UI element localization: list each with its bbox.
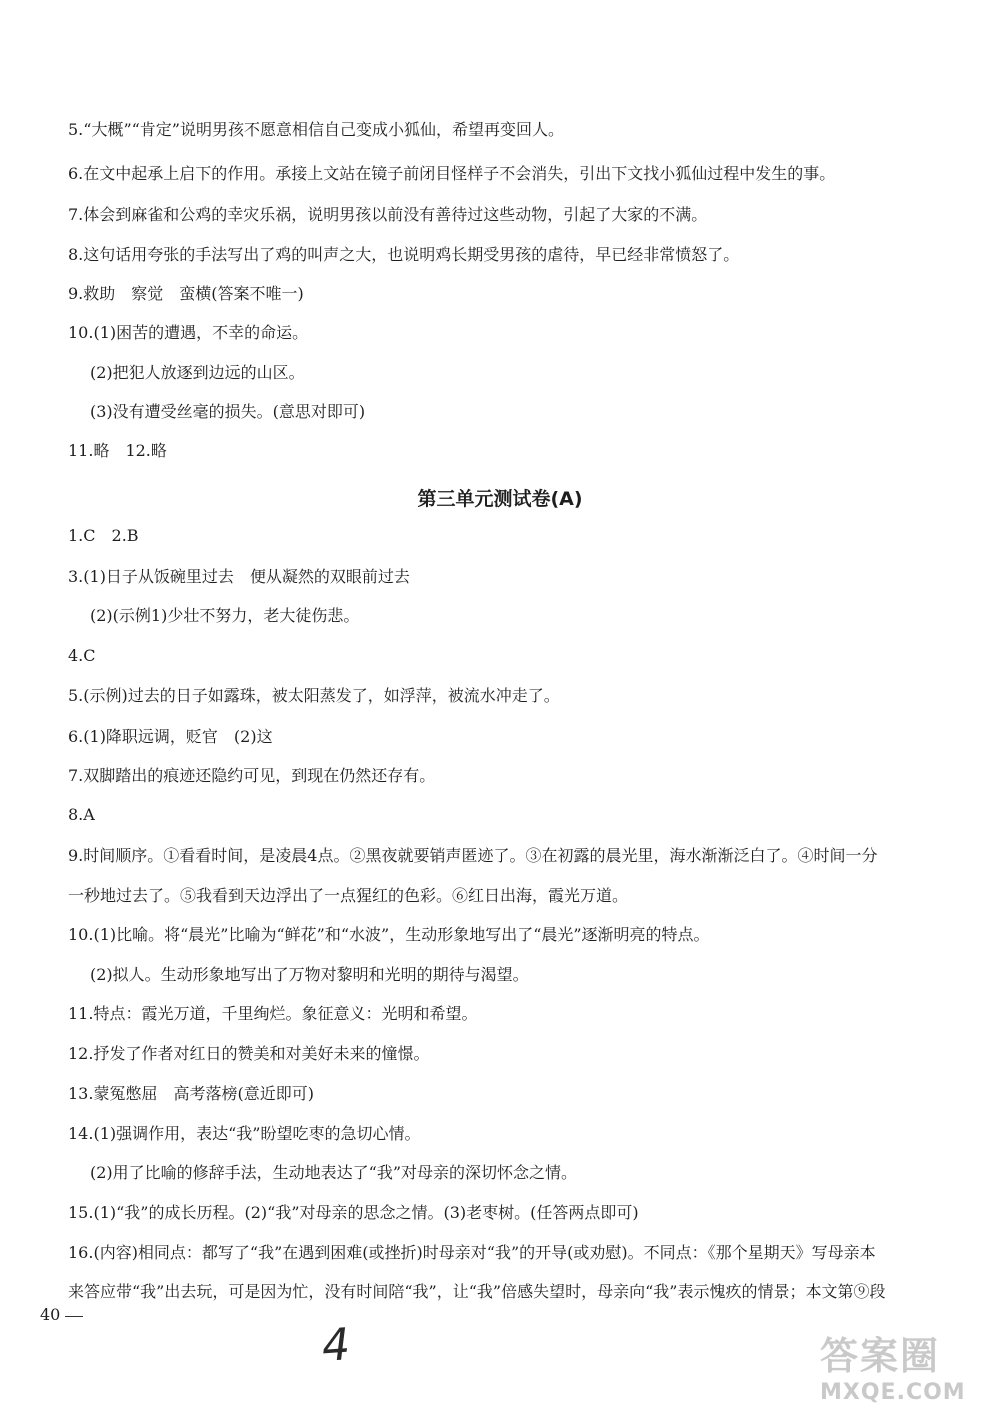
section-title: 第三单元测试卷(A): [417, 488, 583, 510]
answer-line-10-2: (2)把犯人放逐到边远的山区。: [90, 363, 305, 382]
answer-line-b16: 16.(内容)相同点：都写了“我”在遇到困难(或挫折)时母亲对“我”的开导(或劝慰)。不同点：《那个星期天》写母亲本: [68, 1243, 876, 1262]
answer-line-8: 8.这句话用夸张的手法写出了鸡的叫声之大，也说明鸡长期受男孩的虐待，早已经非常愤怒了。: [68, 245, 740, 264]
watermark-logo: [820, 1325, 990, 1410]
answer-line-b11: 11.特点：霞光万道，千里绚烂。象征意义：光明和希望。: [68, 1004, 478, 1023]
watermark-bottom: MXQE.COM: [820, 1380, 966, 1405]
answer-line-10: 10.(1)困苦的遭遇，不幸的命运。: [68, 323, 309, 342]
answer-line-b3-2: (2)(示例1)少壮不努力，老大徒伤悲。: [90, 606, 360, 625]
answer-line-b14: 14.(1)强调作用，表达“我”盼望吃枣的急切心情。: [68, 1124, 421, 1143]
answer-line-b15: 15.(1)“我”的成长历程。(2)“我”对母亲的思念之情。(3)老枣树。(任答两点即可): [68, 1203, 639, 1222]
handwritten-mark: 4: [320, 1319, 352, 1372]
answer-line-5: 5.“大概”“肯定”说明男孩不愿意相信自己变成小狐仙，希望再变回人。: [68, 120, 564, 139]
page-number: 40: [40, 1305, 61, 1324]
answer-line-b8: 8.A: [68, 805, 95, 824]
answer-line-b1: 1.C 2.B: [68, 526, 139, 545]
answer-line-6: 6.在文中起承上启下的作用。承接上文站在镜子前闭目怪样子不会消失，引出下文找小狐仙过程中发生的事。: [68, 164, 836, 183]
answer-line-b5: 5.(示例)过去的日子如露珠，被太阳蒸发了，如浮萍，被流水冲走了。: [68, 686, 560, 705]
answer-line-b9-2: 一秒地过去了。⑤我看到天边浮出了一点猩红的色彩。⑥红日出海，霞光万道。: [68, 886, 629, 905]
answer-line-b10-2: (2)拟人。生动形象地写出了万物对黎明和光明的期待与渴望。: [90, 965, 529, 984]
answer-line-7: 7.体会到麻雀和公鸡的幸灾乐祸，说明男孩以前没有善待过这些动物，引起了大家的不满。: [68, 205, 708, 224]
answer-line-b3: 3.(1)日子从饭碗里过去 便从凝然的双眼前过去: [68, 567, 410, 586]
answer-line-9: 9.救助 察觉 蛮横(答案不唯一): [68, 284, 304, 303]
answer-line-b7: 7.双脚踏出的痕迹还隐约可见，到现在仍然还存有。: [68, 766, 436, 785]
answer-line-b10: 10.(1)比喻。将“晨光”比喻为“鲜花”和“水波”，生动形象地写出了“晨光”逐渐明亮的特点。: [68, 925, 710, 944]
watermark-top: 答案圈: [820, 1334, 941, 1378]
answer-line-b16-2: 来答应带“我”出去玩，可是因为忙，没有时间陪“我”，让“我”倍感失望时，母亲向“我”表示愧疚的情景；本文第⑨段: [68, 1282, 886, 1301]
answer-line-b6: 6.(1)降职远调，贬官 (2)这: [68, 727, 273, 746]
answer-line-b13: 13.蒙冤憋屈 高考落榜(意近即可): [68, 1084, 314, 1103]
answer-line-11-12: 11.略 12.略: [68, 441, 167, 460]
answer-line-b14-2: (2)用了比喻的修辞手法，生动地表达了“我”对母亲的深切怀念之情。: [90, 1163, 578, 1182]
answer-line-10-3: (3)没有遭受丝毫的损失。(意思对即可): [90, 402, 366, 421]
answer-line-b4: 4.C: [68, 646, 96, 665]
answer-line-b12: 12.抒发了作者对红日的赞美和对美好未来的憧憬。: [68, 1044, 430, 1063]
page-number-dash: [65, 1316, 83, 1317]
answer-line-b9: 9.时间顺序。①看看时间，是凌晨4点。②黑夜就要销声匿迹了。③在初露的晨光里，海水渐渐泛白了。④时间一分: [68, 846, 878, 865]
